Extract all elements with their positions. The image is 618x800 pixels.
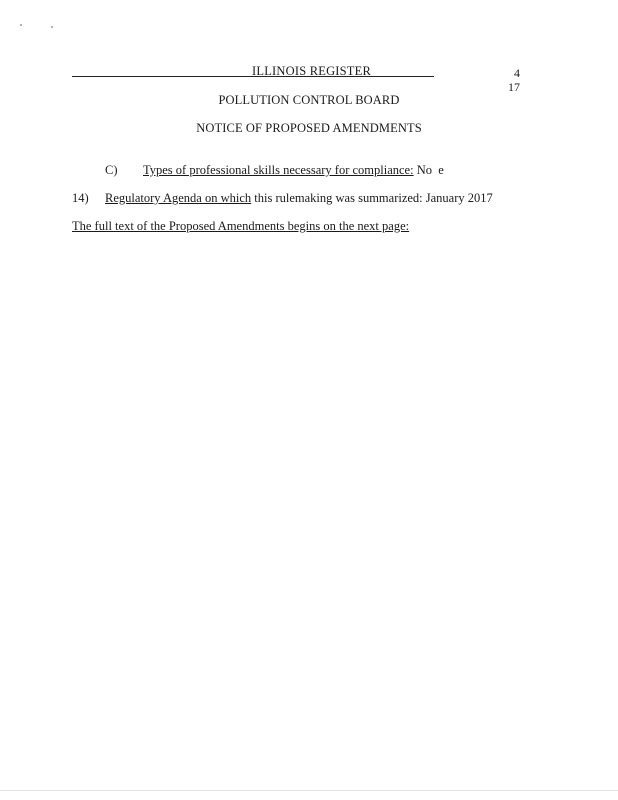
scan-speck	[20, 24, 22, 26]
notice-title: NOTICE OF PROPOSED AMENDMENTS	[196, 121, 422, 135]
page-bottom-edge	[0, 790, 618, 791]
scan-speck	[51, 26, 53, 28]
item-14-heading: Regulatory Agenda on which	[105, 191, 252, 205]
item-c-heading: Types of professional skills necessary for compliance:	[143, 163, 414, 177]
page-number-top: 4	[514, 66, 520, 80]
item-14-rest: this rulemaking was summarized: January 2017	[251, 191, 493, 205]
item-14-label: 14)	[72, 191, 89, 205]
item-14-text	[105, 191, 493, 206]
agency-name: POLLUTION CONTROL BOARD	[218, 93, 400, 107]
full-text-notice: The full text of the Proposed Amendments begins on the next page:	[72, 219, 410, 233]
item-c-text	[143, 163, 444, 178]
page-number	[508, 66, 520, 94]
item-c-label: C)	[105, 163, 118, 177]
register-title: ILLINOIS REGISTER	[252, 64, 372, 78]
page-number-bottom: 17	[508, 80, 520, 94]
item-c-value: No e	[416, 163, 444, 177]
